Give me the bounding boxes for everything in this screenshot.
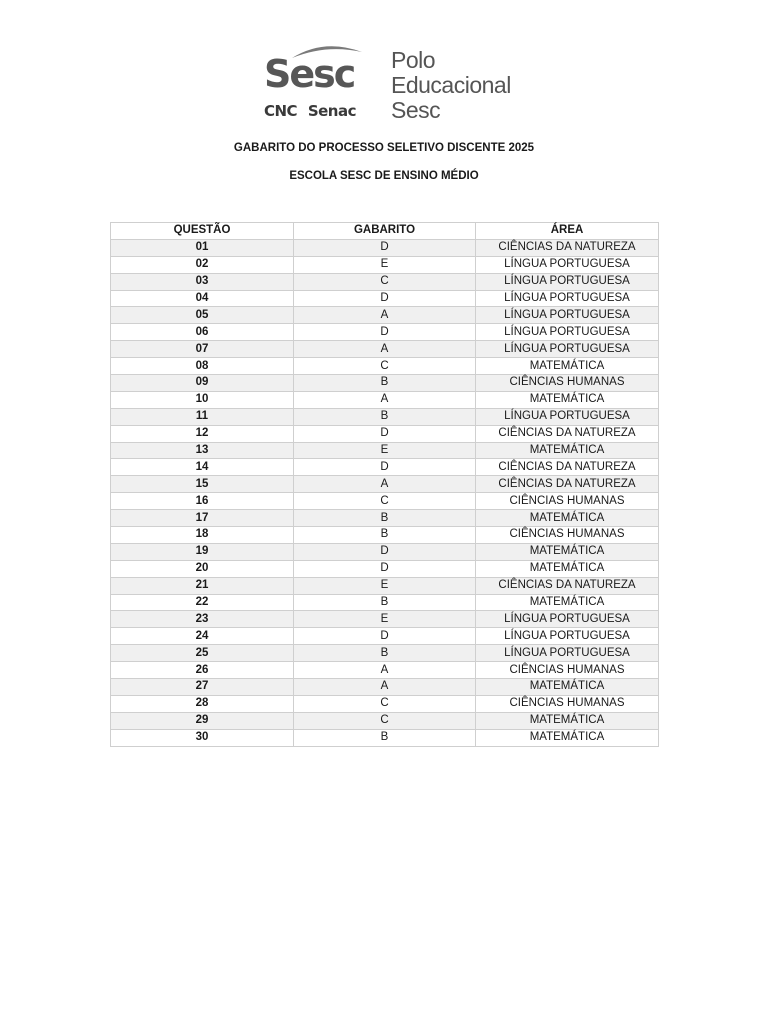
table-row [111,695,659,712]
cell-area: CIÊNCIAS HUMANAS [476,527,659,544]
cell-questao: 02 [111,256,294,273]
cell-gabarito: B [294,408,476,425]
cell-gabarito: B [294,645,476,662]
cell-questao: 18 [111,527,294,544]
cell-area: CIÊNCIAS DA NATUREZA [476,239,659,256]
cell-questao: 09 [111,375,294,392]
table-row [111,239,659,256]
cell-gabarito: A [294,391,476,408]
cell-area: MATEMÁTICA [476,543,659,560]
cell-gabarito: C [294,695,476,712]
cell-area: MATEMÁTICA [476,712,659,729]
cell-questao: 28 [111,695,294,712]
cell-area: LÍNGUA PORTUGUESA [476,307,659,324]
cell-gabarito: D [294,543,476,560]
table-row [111,425,659,442]
table-row [111,712,659,729]
table-row [111,510,659,527]
cell-gabarito: C [294,493,476,510]
cell-gabarito: D [294,324,476,341]
cell-gabarito: C [294,358,476,375]
logo-partner-cnc: CNC [264,102,298,120]
cell-area: MATEMÁTICA [476,729,659,746]
cell-area: LÍNGUA PORTUGUESA [476,611,659,628]
cell-gabarito: D [294,628,476,645]
page-header [262,42,522,124]
table-row [111,560,659,577]
cell-questao: 14 [111,459,294,476]
cell-gabarito: A [294,341,476,358]
table-row [111,729,659,746]
cell-area: MATEMÁTICA [476,442,659,459]
table-row [111,307,659,324]
table-row [111,256,659,273]
document-title: GABARITO DO PROCESSO SELETIVO DISCENTE 2025 [233,142,535,154]
cell-area: CIÊNCIAS HUMANAS [476,695,659,712]
logo-partner-senac: Senac [307,102,356,120]
cell-gabarito: A [294,476,476,493]
cell-questao: 25 [111,645,294,662]
cell-area: MATEMÁTICA [476,358,659,375]
table-row [111,290,659,307]
sesc-logo [262,42,366,122]
cell-questao: 22 [111,594,294,611]
cell-gabarito: D [294,290,476,307]
logo-partners [264,102,362,120]
table-row [111,645,659,662]
cell-questao: 21 [111,577,294,594]
table-row [111,543,659,560]
header-gabarito: GABARITO [294,223,476,240]
cell-area: CIÊNCIAS DA NATUREZA [476,459,659,476]
cell-area: LÍNGUA PORTUGUESA [476,290,659,307]
table-row [111,391,659,408]
cell-questao: 20 [111,560,294,577]
cell-questao: 15 [111,476,294,493]
polo-line-1: Polo [391,47,436,73]
cell-questao: 12 [111,425,294,442]
cell-questao: 24 [111,628,294,645]
table-row [111,611,659,628]
cell-questao: 16 [111,493,294,510]
cell-area: LÍNGUA PORTUGUESA [476,408,659,425]
cell-questao: 17 [111,510,294,527]
cell-gabarito: D [294,459,476,476]
cell-questao: 11 [111,408,294,425]
table-row [111,273,659,290]
cell-gabarito: A [294,307,476,324]
cell-area: CIÊNCIAS HUMANAS [476,662,659,679]
polo-educacional-title [391,48,511,123]
cell-area: MATEMÁTICA [476,560,659,577]
table-row [111,408,659,425]
cell-gabarito: B [294,375,476,392]
cell-gabarito: E [294,442,476,459]
cell-questao: 10 [111,391,294,408]
cell-gabarito: D [294,239,476,256]
cell-gabarito: D [294,425,476,442]
cell-gabarito: D [294,560,476,577]
cell-area: LÍNGUA PORTUGUESA [476,273,659,290]
cell-area: MATEMÁTICA [476,594,659,611]
cell-questao: 08 [111,358,294,375]
cell-area: CIÊNCIAS HUMANAS [476,493,659,510]
cell-area: LÍNGUA PORTUGUESA [476,341,659,358]
cell-questao: 03 [111,273,294,290]
cell-gabarito: C [294,712,476,729]
cell-questao: 06 [111,324,294,341]
cell-gabarito: B [294,729,476,746]
cell-area: LÍNGUA PORTUGUESA [476,645,659,662]
cell-area: CIÊNCIAS DA NATUREZA [476,476,659,493]
cell-questao: 04 [111,290,294,307]
cell-area: MATEMÁTICA [476,510,659,527]
cell-area: MATEMÁTICA [476,391,659,408]
cell-questao: 07 [111,341,294,358]
table-row [111,577,659,594]
table-row [111,594,659,611]
cell-gabarito: B [294,527,476,544]
document-subtitle: ESCOLA SESC DE ENSINO MÉDIO [289,170,479,182]
cell-gabarito: E [294,577,476,594]
table-body [111,239,659,746]
header-questao: QUESTÃO [111,223,294,240]
cell-questao: 30 [111,729,294,746]
cell-questao: 19 [111,543,294,560]
cell-gabarito: A [294,679,476,696]
cell-area: MATEMÁTICA [476,679,659,696]
table-row [111,375,659,392]
cell-questao: 05 [111,307,294,324]
cell-area: LÍNGUA PORTUGUESA [476,628,659,645]
table-row [111,341,659,358]
cell-questao: 01 [111,239,294,256]
table-row [111,679,659,696]
cell-gabarito: B [294,510,476,527]
table-row [111,628,659,645]
cell-questao: 27 [111,679,294,696]
table-row [111,527,659,544]
cell-gabarito: C [294,273,476,290]
table-row [111,358,659,375]
header-area: ÁREA [476,223,659,240]
cell-gabarito: E [294,611,476,628]
table-row [111,459,659,476]
table-row [111,476,659,493]
polo-line-2: Educacional [391,72,511,98]
cell-area: CIÊNCIAS DA NATUREZA [476,577,659,594]
table-row [111,442,659,459]
polo-line-3: Sesc [391,97,441,123]
cell-questao: 29 [111,712,294,729]
table-row [111,493,659,510]
cell-area: CIÊNCIAS HUMANAS [476,375,659,392]
cell-gabarito: B [294,594,476,611]
cell-questao: 26 [111,662,294,679]
logo-wordmark: Sesc [264,52,355,96]
answer-key-table [110,222,659,747]
cell-questao: 23 [111,611,294,628]
table-row [111,662,659,679]
cell-gabarito: E [294,256,476,273]
cell-questao: 13 [111,442,294,459]
cell-area: LÍNGUA PORTUGUESA [476,256,659,273]
table-row [111,324,659,341]
cell-area: LÍNGUA PORTUGUESA [476,324,659,341]
cell-gabarito: A [294,662,476,679]
table-header-row [111,223,659,240]
cell-area: CIÊNCIAS DA NATUREZA [476,425,659,442]
